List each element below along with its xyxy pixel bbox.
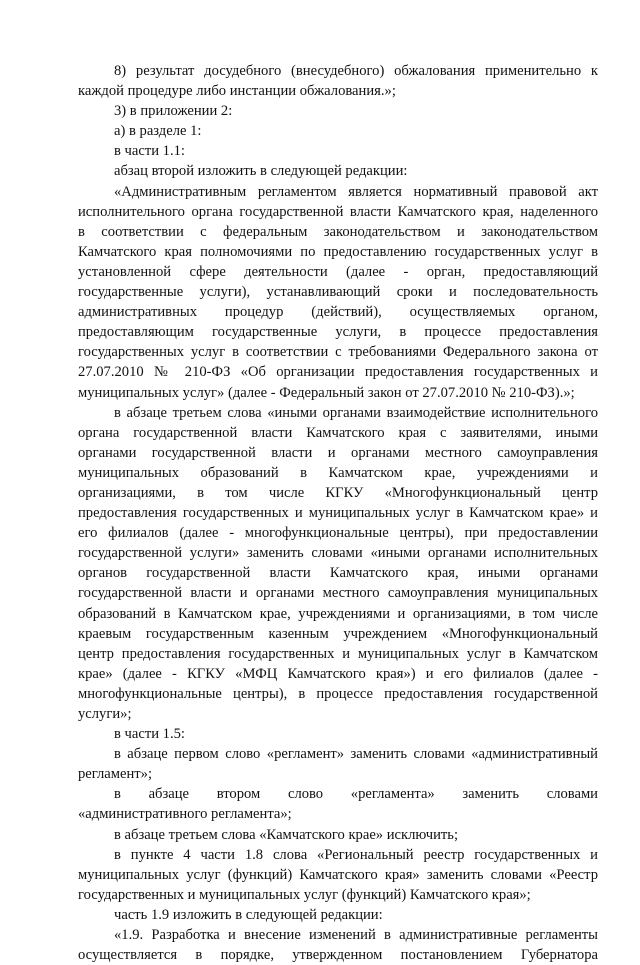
text-line: органами государственной власти и органами местного самоуправления	[78, 444, 598, 461]
paragraph-p14	[78, 925, 598, 965]
paragraph-p13	[78, 905, 598, 925]
text-line: центр предоставления государственных и муниципальных услуг в Камчатском	[78, 645, 598, 662]
text-line: в пункте 4 части 1.8 слова «Региональный реестр государственных и	[114, 846, 598, 863]
text-line: Камчатского края полномочиями по предоставлению государственных услуг в	[78, 243, 598, 260]
text-line: в соответствии с федеральным законодательством и законодательством	[78, 223, 598, 240]
paragraph-p8	[78, 724, 598, 744]
text-line: «1.9. Разработка и внесение изменений в административные регламенты	[114, 927, 598, 944]
text-line: органов государственной власти Камчатского края, иными органами	[78, 565, 598, 582]
paragraph-p1	[78, 61, 598, 101]
text-line: абзац второй изложить в следующей редакции:	[114, 163, 408, 180]
text-line: государственных и муниципальных услуг (функций) Камчатского края»;	[78, 886, 531, 903]
text-line: образований в Камчатском крае, учреждениями и организациями, в том числе	[78, 605, 598, 622]
text-line: государственной власти и органами местного самоуправления муниципальных	[78, 585, 598, 602]
text-line: органа государственной власти Камчатского края с заявителями, иными	[78, 424, 598, 441]
text-line: осуществляется в порядке, утвержденном постановлением Губернатора	[78, 947, 598, 964]
document-body	[78, 61, 598, 965]
text-line: 3) в приложении 2:	[114, 103, 233, 120]
text-line: 8) результат досудебного (внесудебного) обжалования применительно к	[114, 63, 598, 79]
text-line: многофункциональные центры), в процессе предоставления государственной	[78, 685, 598, 702]
text-line: «административного регламента»;	[78, 806, 292, 823]
paragraph-p11	[78, 825, 598, 845]
text-line: в части 1.5:	[114, 726, 185, 743]
text-line: в абзаце втором слово «регламента» заменить словами	[114, 786, 598, 803]
text-line: организациями, в том числе КГКУ «Многофункциональный центр	[78, 484, 598, 501]
text-line: услуги»;	[78, 706, 132, 722]
text-line: часть 1.9 изложить в следующей редакции:	[114, 906, 383, 923]
text-line: каждой процедуре либо инстанции обжалования.»;	[78, 83, 396, 100]
text-line: в абзаце третьем слова «Камчатского крае» исключить;	[114, 826, 458, 843]
paragraph-p12	[78, 845, 598, 905]
text-line: 27.07.2010 № 210-ФЗ «Об организации предоставления государственных и	[78, 364, 598, 381]
paragraph-p9	[78, 744, 598, 784]
text-line: регламент»;	[78, 766, 153, 783]
text-line: в части 1.1:	[114, 143, 185, 160]
text-line: государственных услуг в соответствии с требованиями Федерального закона от	[78, 344, 598, 361]
text-line: муниципальных образований в Камчатском крае, учреждениями и	[78, 464, 598, 481]
paragraph-p5	[78, 161, 598, 181]
text-line: предоставляющим государственные услуги, в процессе предоставления	[78, 324, 598, 341]
paragraph-p7	[78, 403, 598, 725]
text-line: государственные услуги), устанавливающий сроки и последовательность	[78, 284, 598, 301]
text-line: а) в разделе 1:	[114, 123, 202, 140]
text-line: установленной сфере деятельности (далее - орган, предоставляющий	[78, 263, 598, 280]
paragraph-p10	[78, 784, 598, 824]
text-line: административных процедур (действий), осуществляемых органом,	[78, 304, 598, 321]
paragraph-p6	[78, 182, 598, 403]
text-line: в абзаце первом слово «регламент» заменить словами «административный	[114, 746, 598, 763]
text-line: крае» (далее - КГКУ «МФЦ Камчатского края») и его филиалов (далее -	[78, 665, 598, 682]
text-line: его филиалов (далее - многофункциональные центры), при предоставлении	[78, 525, 598, 542]
text-line: краевым государственным казенным учреждением «Многофункциональный	[78, 625, 598, 642]
paragraph-p3	[78, 121, 598, 141]
text-line: муниципальных услуг (функций) Камчатского края» заменить словами «Реестр	[78, 866, 598, 883]
text-line: исполнительного органа государственной власти Камчатского края, наделенного	[78, 203, 598, 220]
text-line: в абзаце третьем слова «иными органами взаимодействие исполнительного	[114, 404, 598, 421]
text-line: муниципальных услуг» (далее - Федеральный закон от 27.07.2010 № 210-ФЗ).»;	[78, 384, 575, 401]
text-line: «Административным регламентом является нормативный правовой акт	[114, 183, 598, 200]
text-line: предоставления государственных и муниципальных услуг в Камчатском крае» и	[78, 505, 598, 522]
text-line: государственной услуги» заменить словами «иными органами исполнительных	[78, 545, 598, 562]
paragraph-p2	[78, 101, 598, 121]
paragraph-p4	[78, 141, 598, 161]
